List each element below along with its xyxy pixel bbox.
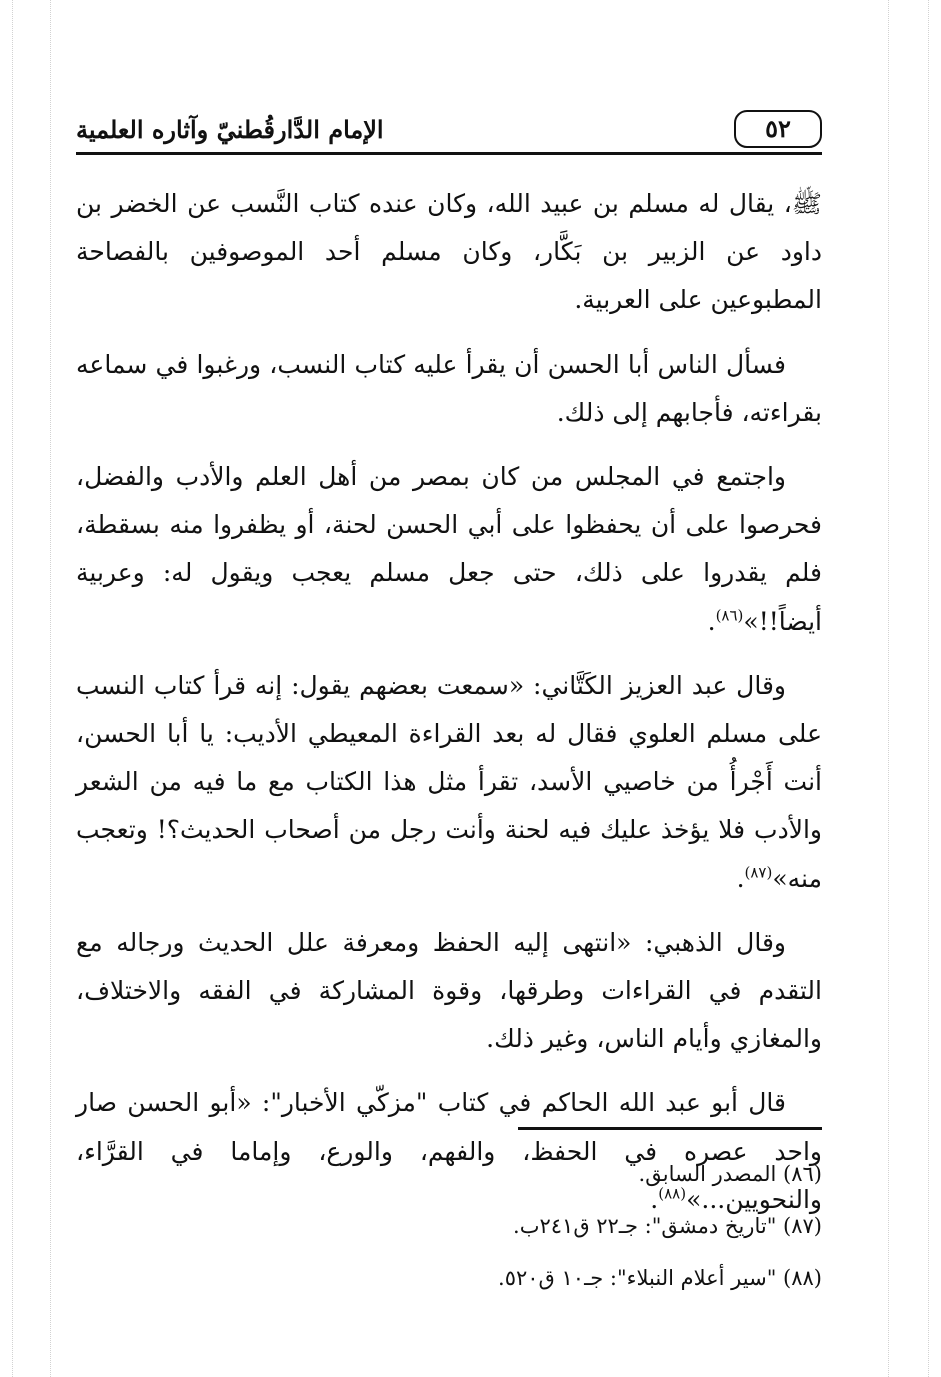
footnote-ref-87: (٨٧) [744,863,773,882]
footnote-divider [518,1127,822,1130]
dotted-guide-line [12,0,13,1377]
paragraph-1: ﷺ، يقال له مسلم بن عبيد الله، وكان عنده كتاب النَّسب عن الخضر بن داود عن الزبير بن بَكَّار، وكان مسلم أحد الموصوفين بالفصاحة المطبوعين على العربية. [76,189,822,315]
book-title: الإمام الدَّارقُطنيّ وآثاره العلمية [76,115,384,144]
paragraph-2: فسأل الناس أبا الحسن أن يقرأ عليه كتاب النسب، ورغبوا في سماعه بقراءته، فأجابهم إلى ذلك. [76,349,822,427]
footnote-88: (٨٨) "سير أعلام النبلاء": جـ١٠ ق٥٢٠. [498,1266,822,1290]
paragraph-4: وقال عبد العزيز الكَتَّاني: «سمعت بعضهم يقول: إنه قرأ كتاب النسب على مسلم العلوي فقال له بعد القراءة المعيطي الأديب: يا أبا الحسن، أنت أَجْرأُ من خاصيي الأسد، تقرأ مثل هذا الكتاب مع ما فيه من الشعر والأدب فلا يؤخذ عليك فيه لحنة وأنت رجل من أصحاب الحديث؟! وتعجب منه»$^{(٨٧)}$. [76,670,822,893]
footnote-87: (٨٧) "تاريخ دمشق": جـ٢٢ ق٢٤١ب. [513,1214,822,1238]
footnotes [76,1152,822,1308]
dotted-guide-line [50,0,51,1377]
page-header [76,110,822,154]
header-divider [76,152,822,155]
page-number-badge: ٥٢ [734,110,822,148]
paragraph-3: واجتمع في المجلس من كان بمصر من أهل العلم والأدب والفضل، فحرصوا على أن يحفظوا على أبي الحسن لحنة، أو يظفروا منه بسقطة، فلم يقدروا على ذلك، حتى جعل مسلم يعجب ويقول له: وعربية أيضاً!!»$^{(٨٦)}$. [76,462,822,636]
paragraph-6: قال أبو عبد الله الحاكم في كتاب "مزكّي الأخبار": «أبو الحسن صار واحد عصره في الحفظ، والفهم، والورع، وإماما في القرَّاء، والنحويين...»$^{(٨٨)}$. [76,1088,822,1214]
paragraph-5: وقال الذهبي: «انتهى إليه الحفظ ومعرفة علل الحديث ورجاله مع التقدم في القراءات وطرقها، وقوة المشاركة في الفقه والاختلاف، والمغازي وأيام الناس، وغير ذلك. [76,927,822,1054]
footnote-ref-88: (٨٨) [658,1184,687,1203]
dotted-guide-line [928,0,929,1377]
footnote-ref-86: (٨٦) [715,606,744,625]
footnote-86: (٨٦) المصدر السابق. [638,1162,822,1186]
dotted-guide-line [888,0,889,1377]
main-text [76,180,822,1240]
